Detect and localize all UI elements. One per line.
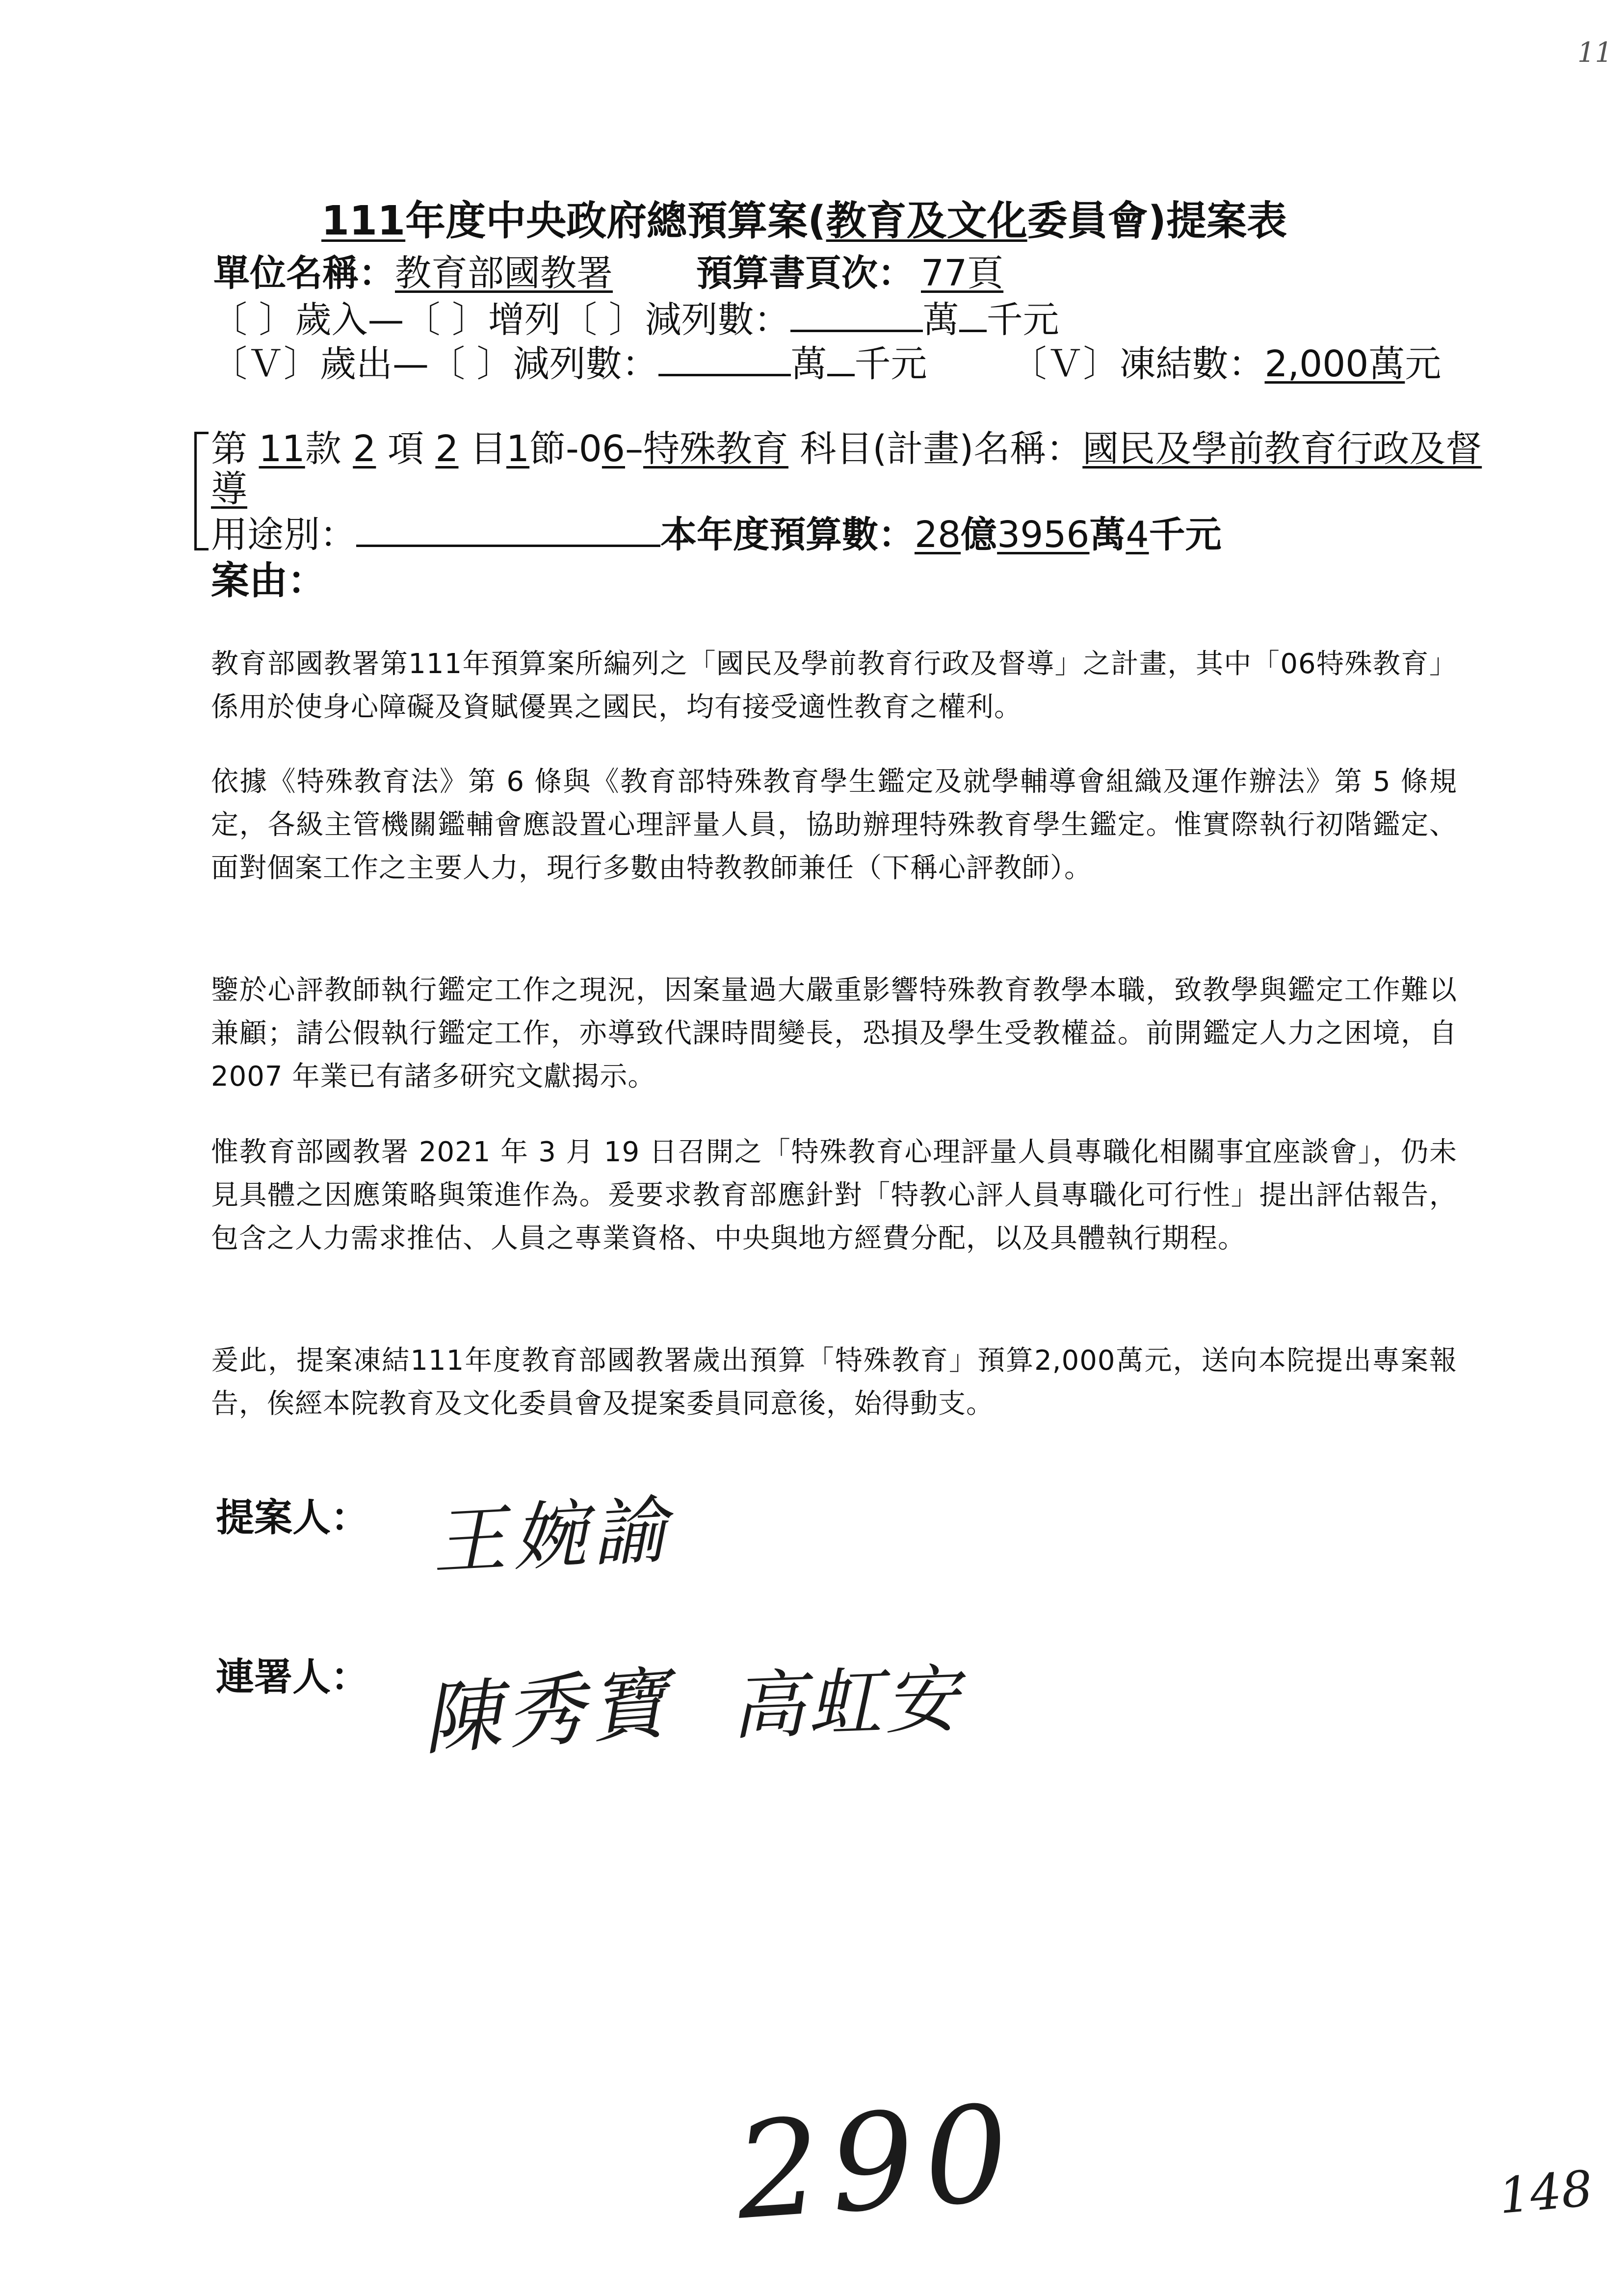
plan-name-end: 導 — [211, 468, 247, 510]
title-part-b: 委員會)提案表 — [1027, 198, 1287, 244]
subject-name: 特殊教育 — [643, 428, 788, 470]
usage-row — [211, 514, 1222, 556]
budget-label: 本年度預算數： — [660, 514, 915, 556]
expense-options: 〔Ｖ〕歲出—〔 〕減列數： — [211, 343, 658, 385]
reason-label: 案由： — [211, 559, 326, 603]
revenue-wan: 萬 — [922, 299, 959, 341]
freeze-label: 〔Ｖ〕凍結數： — [1010, 343, 1265, 385]
budget-yi: 億 — [961, 514, 997, 556]
expense-wan-blank — [658, 344, 791, 376]
budget-qian-value: 4 — [1126, 514, 1149, 556]
budget-page-label: 預算書頁次： — [696, 252, 914, 294]
proposer-label: 提案人： — [216, 1496, 369, 1540]
usage-blank — [356, 515, 660, 547]
expense-qian: 千元 — [854, 343, 927, 385]
usage-label: 用途別： — [211, 514, 356, 556]
revenue-options: 〔 〕歲入—〔 〕增列〔 〕減列數： — [211, 299, 790, 341]
cosigner-signature-1: 陳秀寶 — [419, 1657, 676, 1766]
paragraph-1: 教育部國教署第111年預算案所編列之「國民及學前教育行政及督導」之計畫，其中「06特殊教育」係用於使身心障礙及資賦優異之國民，均有接受適性教育之權利。 — [211, 648, 1457, 723]
cosigner-signature-2: 高虹安 — [730, 1656, 963, 1750]
title-committee: 教育及文化 — [826, 198, 1027, 244]
subject-text-5: 節-0 — [529, 428, 602, 470]
unit-row — [213, 252, 1004, 294]
revenue-row — [211, 299, 1059, 341]
paragraph-2: 依據《特殊教育法》第 6 條與《教育部特殊教育學生鑑定及就學輔導會組織及運作辦法》第 5 條規定，各級主管機關鑑輔會應設置心理評量人員，協助辦理特殊教育學生鑑定。惟實際執行初階鑑定、面對個案工作之主要人力，現行多數由特教教師兼任（下稱心評教師）。 — [211, 766, 1457, 884]
budget-wan: 萬 — [1089, 514, 1126, 556]
corner-page-number: 148 — [1496, 2159, 1595, 2225]
paragraph-5: 爰此，提案凍結111年度教育部國教署歲出預算「特殊教育」預算2,000萬元，送向本院提出專案報告，俟經本院教育及文化委員會及提案委員同意後，始得動支。 — [211, 1345, 1457, 1420]
subject-text-3: 項 — [376, 428, 436, 470]
cosigner-label: 連署人： — [216, 1655, 369, 1699]
expense-qian-blank — [827, 344, 855, 376]
subject-text-4: 目 — [458, 428, 506, 470]
corner-mark: 11 — [1577, 37, 1613, 69]
proposer-signature: 王婉諭 — [430, 1487, 676, 1586]
subject-mu: 2 — [435, 428, 459, 470]
paragraph-3: 鑒於心評教師執行鑑定工作之現況，因案量過大嚴重影響特殊教育教學本職，致教學與鑑定工作難以兼顧；請公假執行鑑定工作，亦導致代課時間變長，恐損及學生受教權益。前開鑑定人力之困境，自 2007 年業已有諸多研究文獻揭示。 — [211, 974, 1457, 1093]
subject-row-continued — [211, 468, 247, 510]
subject-xiang: 2 — [353, 428, 376, 470]
paragraph-4: 惟教育部國教署 2021 年 3 月 19 日召開之「特殊教育心理評量人員專職化相關事宜座談會」，仍未見具體之因應策略與策進作為。爰要求教育部應針對「特教心評人員專職化可行性」提出評估報告，包含之人力需求推估、人員之專業資格、中央與地方經費分配，以及具體執行期程。 — [211, 1136, 1457, 1254]
unit-value: 教育部國教署 — [395, 252, 613, 294]
handwritten-page-number: 290 — [731, 2075, 1023, 2249]
subject-jie: 1 — [506, 428, 530, 470]
budget-wan-value: 3956 — [997, 514, 1090, 556]
budget-yi-value: 28 — [915, 514, 961, 556]
subject-bracket — [194, 432, 209, 550]
subject-code: 6 — [602, 428, 625, 470]
expense-row — [211, 343, 1441, 385]
expense-wan: 萬 — [790, 343, 827, 385]
freeze-value: 2,000萬 — [1264, 343, 1405, 385]
subject-row — [211, 428, 1482, 470]
budget-page-value: 77頁 — [921, 252, 1004, 294]
title-year: 111 — [321, 198, 406, 244]
subject-text-7: 科目(計畫)名稱： — [788, 428, 1083, 470]
freeze-unit: 元 — [1405, 343, 1441, 385]
subject-text-6: – — [625, 428, 643, 470]
revenue-wan-blank — [790, 300, 923, 332]
subject-kuan: 11 — [259, 428, 305, 470]
unit-label: 單位名稱： — [213, 252, 395, 294]
subject-text-2: 款 — [305, 428, 353, 470]
title-part-a: 年度中央政府總預算案( — [405, 198, 826, 244]
subject-text-1: 第 — [211, 428, 259, 470]
page-title — [321, 198, 1287, 244]
budget-qian: 千元 — [1149, 514, 1222, 556]
revenue-qian-blank — [959, 300, 987, 332]
revenue-qian: 千元 — [986, 299, 1059, 341]
plan-name: 國民及學前教育行政及督 — [1082, 428, 1482, 470]
